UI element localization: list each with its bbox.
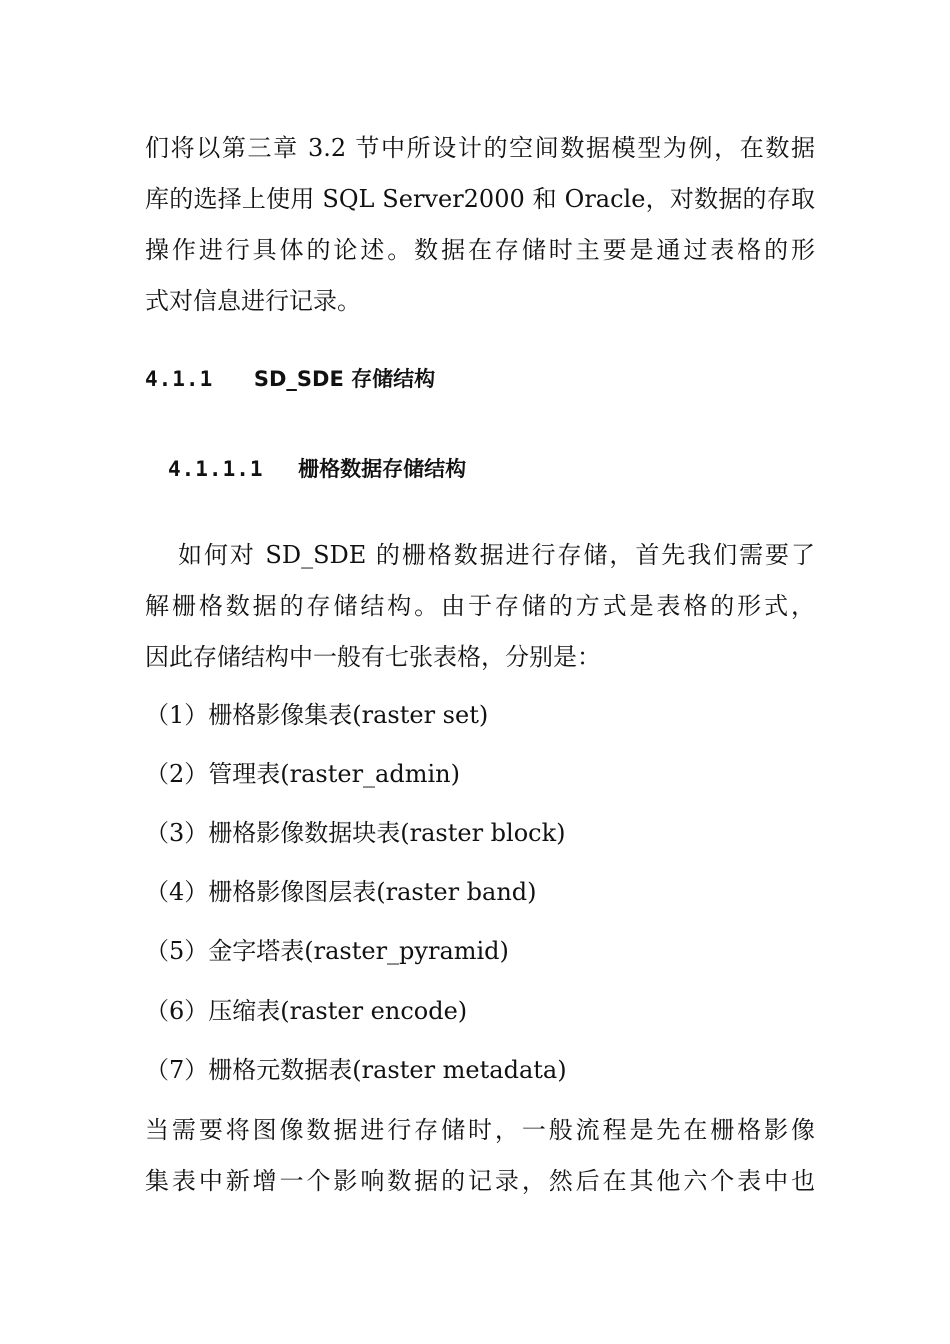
list-item: （6）压缩表(raster encode) (145, 997, 468, 1025)
intro-line-2: 库的选择上使用 SQL Server2000 和 Oracle，对数据的存取 (145, 185, 815, 213)
closing-line-1: 当需要将图像数据进行存储时，一般流程是先在栅格影像 (145, 1116, 815, 1144)
subsection-number: 4.1.1.1 (168, 457, 264, 481)
section-heading (145, 365, 435, 393)
list-item: （5）金字塔表(raster_pyramid) (145, 937, 509, 965)
subsection-heading (168, 455, 466, 483)
closing-line-2: 集表中新增一个影响数据的记录，然后在其他六个表中也 (145, 1167, 815, 1195)
list-item: （3）栅格影像数据块表(raster block) (145, 819, 566, 847)
section-title: SD_SDE 存储结构 (253, 367, 436, 391)
paragraph-line-1: 如何对 SD_SDE 的栅格数据进行存储，首先我们需要了 (178, 541, 815, 569)
list-item: （7）栅格元数据表(raster metadata) (145, 1056, 567, 1084)
paragraph-line-3: 因此存储结构中一般有七张表格，分别是： (145, 643, 601, 671)
list-item: （1）栅格影像集表(raster set) (145, 701, 489, 729)
subsection-title: 栅格数据存储结构 (298, 457, 467, 481)
list-item: （2）管理表(raster_admin) (145, 760, 460, 788)
list-item: （4）栅格影像图层表(raster band) (145, 878, 537, 906)
intro-line-1: 们将以第三章 3.2 节中所设计的空间数据模型为例，在数据 (145, 134, 815, 162)
intro-line-3: 操作进行具体的论述。数据在存储时主要是通过表格的形 (145, 236, 815, 264)
paragraph-line-2: 解栅格数据的存储结构。由于存储的方式是表格的形式， (145, 592, 815, 620)
intro-line-4: 式对信息进行记录。 (145, 287, 361, 315)
section-number: 4.1.1 (145, 367, 214, 391)
